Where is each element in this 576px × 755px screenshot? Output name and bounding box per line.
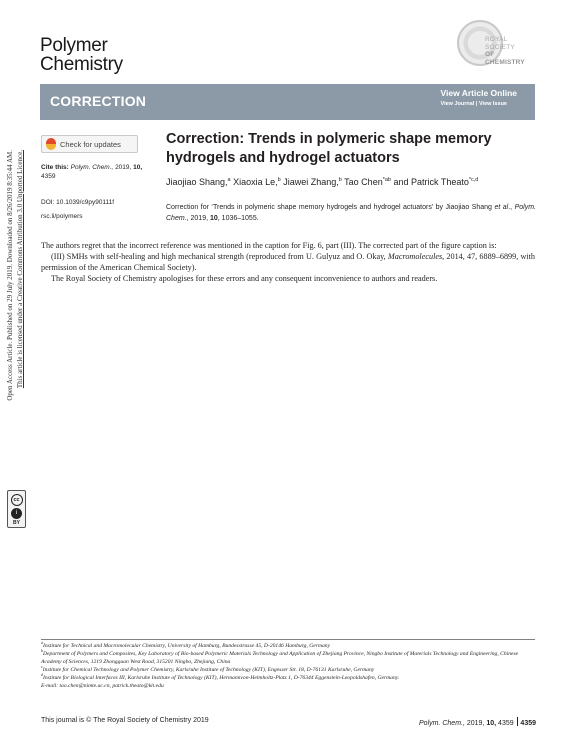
article-type-banner xyxy=(40,84,535,120)
affiliation-footnotes xyxy=(41,639,535,691)
footnote xyxy=(41,674,535,682)
footnote xyxy=(41,650,535,666)
article-body xyxy=(41,240,535,284)
footer-citation xyxy=(419,717,536,727)
footer-pages: 4359 xyxy=(498,720,514,727)
author-affiliation: b xyxy=(338,177,342,183)
footnote xyxy=(41,666,535,674)
body-paragraph-2-journal: Macromolecules xyxy=(387,252,443,261)
abstract-mid: ., xyxy=(508,204,515,211)
cc-by-licence-icon[interactable] xyxy=(7,490,26,528)
abstract-etal: et al xyxy=(494,204,509,211)
article-title: Correction: Trends in polymeric shape memory hydrogels and hydrogel actuators xyxy=(166,131,492,166)
footnote-marker: a xyxy=(41,640,43,646)
banner-link-separator: | xyxy=(475,101,478,107)
cite-volume: 10, xyxy=(133,164,143,171)
footnote-marker: b xyxy=(41,648,43,654)
author-affiliation: *ab xyxy=(382,177,391,183)
logo-line1: ROYAL SOCIETY xyxy=(485,36,515,51)
cite-journal: Polym. Chem., xyxy=(70,164,114,171)
page-number: 4359 xyxy=(520,720,536,727)
crossmark-icon xyxy=(46,138,56,150)
cite-label: Cite this: xyxy=(41,164,69,171)
licence-link[interactable]: This article is licensed under a Creative Commons Attribution 3.0 Unported Licence. xyxy=(15,150,24,389)
citation-info xyxy=(41,163,151,181)
body-paragraph-2-prefix: (III) SMHs with self-healing and high mechanical strength (reproduced from U. Gulyuz and O. Okay, xyxy=(51,252,388,261)
footnote-email xyxy=(41,682,535,690)
author-name: Jiaojiao Shang, xyxy=(166,177,228,187)
article-type-label: CORRECTION xyxy=(50,93,147,109)
view-journal-link[interactable]: View Journal xyxy=(440,101,475,107)
view-article-online-link[interactable]: View Article Online xyxy=(440,88,517,98)
cc-by-label: BY xyxy=(13,520,20,526)
footnote-email-text[interactable]: E-mail: tao.chen@nimte.ac.cn, patrick.theato@kit.edu xyxy=(41,683,164,690)
open-access-line: Open Access Article. Published on 29 July 2019. Downloaded on 8/26/2019 8:35:44 AM. xyxy=(6,150,14,401)
footnote-text: Institute for Biological Interfaces III, Karlsruhe Institute of Technology (KIT), Hermannvon-Helmholtz-Platz 1, D-76344 Eggenstein-Leopoldshafen, Germany. xyxy=(43,675,400,682)
body-paragraph-3: The Royal Society of Chemistry apologises for these errors and any consequent inconvenience to authors and readers. xyxy=(51,274,438,283)
abstract-year: , 2019, xyxy=(186,214,210,222)
body-paragraph-1: The authors regret that the incorrect reference was mentioned in the caption for Fig. 6, part (III). The corrected part of the figure caption is: xyxy=(41,241,497,250)
footnote xyxy=(41,642,535,650)
abstract-journal: Polym. Chem. xyxy=(166,204,536,222)
body-paragraph-2-suffix: , 2014, 47, 6889–6899, with permission of the American Chemical Society). xyxy=(41,252,535,272)
cite-pages: 4359 xyxy=(41,173,56,180)
footnote-marker: d xyxy=(41,672,43,678)
check-for-updates-button[interactable] xyxy=(41,135,138,153)
open-access-notice xyxy=(6,150,25,480)
doi[interactable]: DOI: 10.1039/c9py90111f xyxy=(41,199,115,206)
copyright-notice: This journal is © The Royal Society of Chemistry 2019 xyxy=(41,717,209,724)
journal-title-line2: Chemistry xyxy=(40,54,123,75)
view-issue-link[interactable]: View Issue xyxy=(478,101,507,107)
abstract-volume: 10 xyxy=(209,214,218,222)
correction-abstract xyxy=(166,203,536,224)
author-name: Xiaoxia Le, xyxy=(233,177,278,187)
footnote-text: Institute for Chemical Technology and Polymer Chemistry, Karlsruhe Institute of Technology (KIT), Engesser Str. 18, D-76131 Karlsruhe, Germany xyxy=(42,667,375,674)
journal-title-line1: Polymer xyxy=(40,35,108,56)
footnote-text: Institute for Technical and Macromolecular Chemistry, University of Hamburg, Bundesstrasse 45, D-20146 Hamburg, Germany xyxy=(43,643,331,649)
author-list xyxy=(166,177,536,188)
author-affiliation: *c,d xyxy=(468,177,479,183)
abstract-pages: , 1036–1055. xyxy=(217,214,259,222)
banner-links xyxy=(441,101,507,107)
footer-year: 2019, xyxy=(466,720,485,727)
author-name: and Patrick Theato xyxy=(393,177,469,187)
attribution-person-icon: i xyxy=(11,508,22,519)
royal-society-of-chemistry-logo xyxy=(455,18,535,70)
journal-title xyxy=(40,36,123,74)
author-affiliation: b xyxy=(277,177,281,183)
footnote-marker: c xyxy=(41,664,43,670)
body-paragraph-2 xyxy=(41,251,535,273)
author-name: Tao Chen xyxy=(344,177,383,187)
footer-separator xyxy=(517,717,518,726)
cc-icon: cc xyxy=(11,494,23,506)
logo-wordmark xyxy=(485,36,535,66)
logo-line2: OF CHEMISTRY xyxy=(485,51,525,66)
abstract-prefix: Correction for ‘Trends in polymeric shape memory hydrogels and hydrogel actuators’ by Jiaojiao Shang xyxy=(166,204,495,211)
footer-journal: Polym. Chem., xyxy=(419,720,465,727)
journal-website-link[interactable]: rsc.li/polymers xyxy=(41,213,83,220)
footnote-text: Department of Polymers and Composites, Key Laboratory of Bio-based Polymeric Materials Technology and Application of Zhejiang Province, Ningbo Institute of Materials Technology and Engineering, Chinese Academy of Sciences, 1219 Zhongguan West Road, 315201 Ningbo, Zhejiang, China xyxy=(41,651,519,666)
author-affiliation: a xyxy=(227,177,231,183)
footer-volume: 10, xyxy=(486,720,497,727)
cite-year: 2019, xyxy=(115,164,132,171)
check-for-updates-label: Check for updates xyxy=(60,139,121,149)
author-name: Jiawei Zhang, xyxy=(283,177,339,187)
